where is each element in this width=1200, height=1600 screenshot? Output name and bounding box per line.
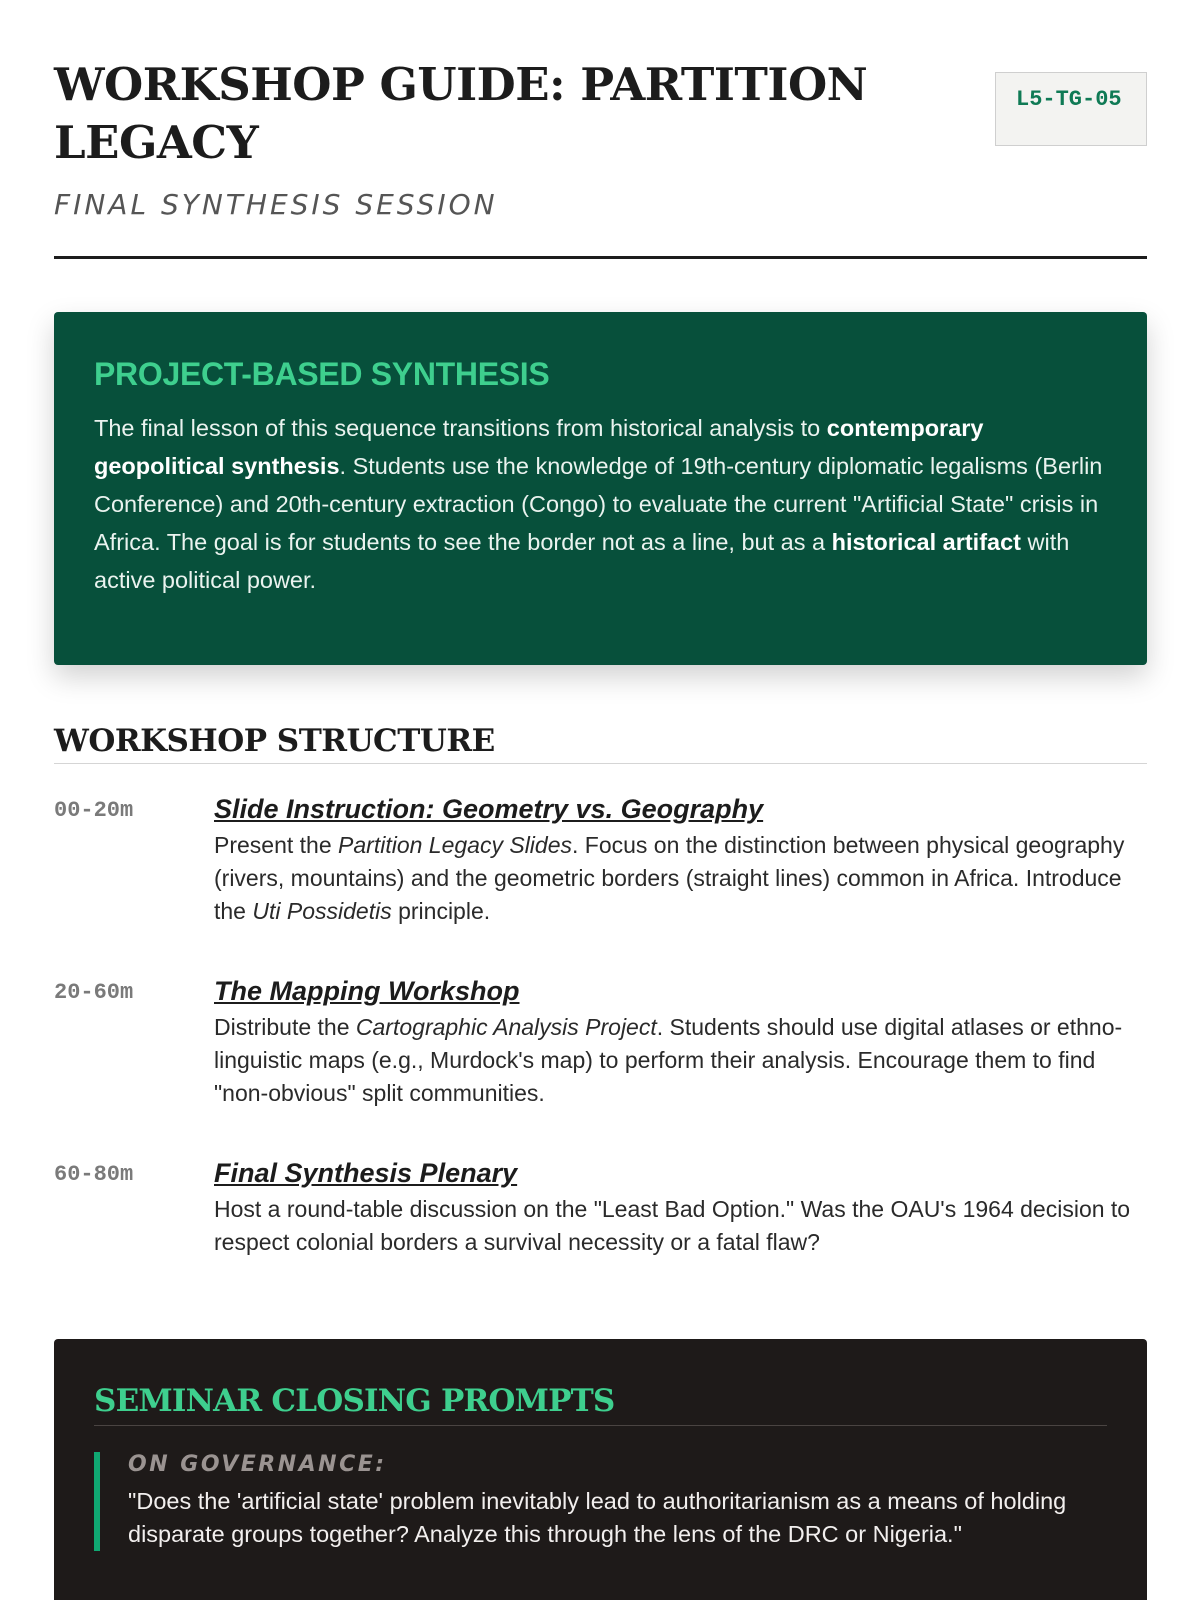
synthesis-panel — [54, 312, 1147, 665]
slot-desc-text: principle. — [391, 898, 491, 924]
schedule-item — [54, 1158, 1147, 1259]
prompt-text: "Does the 'artificial state' problem inevitably lead to authoritarianism as a means of holding disparate groups together? Analyze this through the lens of the DRC or Nigeria." — [128, 1488, 1067, 1547]
slot-title: The Mapping Workshop — [214, 976, 520, 1006]
document-header — [54, 56, 1147, 259]
page-subtitle: FINAL SYNTHESIS SESSION — [54, 188, 498, 221]
slot-desc-emphasis: Cartographic Analysis Project — [355, 1014, 657, 1040]
slot-content — [214, 976, 1147, 1110]
slot-desc-text: Present the — [214, 832, 339, 858]
closing-prompts-panel — [54, 1339, 1147, 1600]
slot-desc-text: Host a round-table discussion on the "Least Bad Option." Was the OAU's 1964 decision to respect colonial borders a survival necessity or a fatal flaw? — [214, 1196, 1131, 1255]
slot-title: Slide Instruction: Geometry vs. Geography — [214, 794, 764, 824]
synthesis-text-2: . Students use the knowledge of 19th-century diplomatic legalisms (Berlin Conference) and 20th-century extraction (Congo) to evaluate the current "Artificial State" crisis in Africa. The goal is for students to see the border not as a line, but as a — [94, 453, 1103, 555]
workshop-schedule — [54, 794, 1147, 1259]
slot-content — [214, 1158, 1147, 1259]
synthesis-emphasis-2: historical artifact — [831, 529, 1022, 555]
page-title: WORKSHOP GUIDE: PARTITION LEGACY — [54, 58, 868, 169]
document-page — [54, 56, 1147, 1547]
slot-description — [214, 829, 1147, 928]
time-slot: 00-20m — [54, 798, 134, 823]
time-slot: 60-80m — [54, 1162, 134, 1187]
prompt-label: ON GOVERNANCE: — [128, 1452, 387, 1477]
slot-desc-text: Distribute the — [214, 1014, 356, 1040]
slot-desc-text: . Students should use digital atlases or ethno-linguistic maps (e.g., Murdock's map) to perform their analysis. Encourage them to find "non-obvious" split communities. — [214, 1014, 1123, 1106]
slot-desc-emphasis: Uti Possidetis — [252, 898, 392, 924]
document-code-badge: L5-TG-05 — [995, 72, 1147, 146]
synthesis-body — [94, 409, 1107, 599]
synthesis-title: PROJECT-BASED SYNTHESIS — [94, 356, 550, 392]
schedule-item — [54, 976, 1147, 1110]
closing-prompts-title: SEMINAR CLOSING PROMPTS — [94, 1383, 1107, 1426]
slot-desc-text: . Focus on the distinction between physical geography (rivers, mountains) and the geometric borders (straight lines) common in Africa. Introduce the — [214, 832, 1125, 924]
schedule-item — [54, 794, 1147, 928]
synthesis-text-1: The final lesson of this sequence transitions from historical analysis to — [94, 415, 827, 441]
time-slot: 20-60m — [54, 980, 134, 1005]
slot-desc-emphasis: Partition Legacy Slides — [338, 832, 572, 858]
workshop-structure-title: WORKSHOP STRUCTURE — [54, 723, 1147, 764]
synthesis-emphasis-1: contemporary geopolitical synthesis — [94, 415, 984, 479]
slot-description — [214, 1193, 1147, 1259]
synthesis-text-3: with active political power. — [94, 529, 1070, 593]
prompt-block — [94, 1452, 1107, 1551]
slot-title: Final Synthesis Plenary — [214, 1158, 518, 1188]
slot-content — [214, 794, 1147, 928]
slot-description — [214, 1011, 1147, 1110]
